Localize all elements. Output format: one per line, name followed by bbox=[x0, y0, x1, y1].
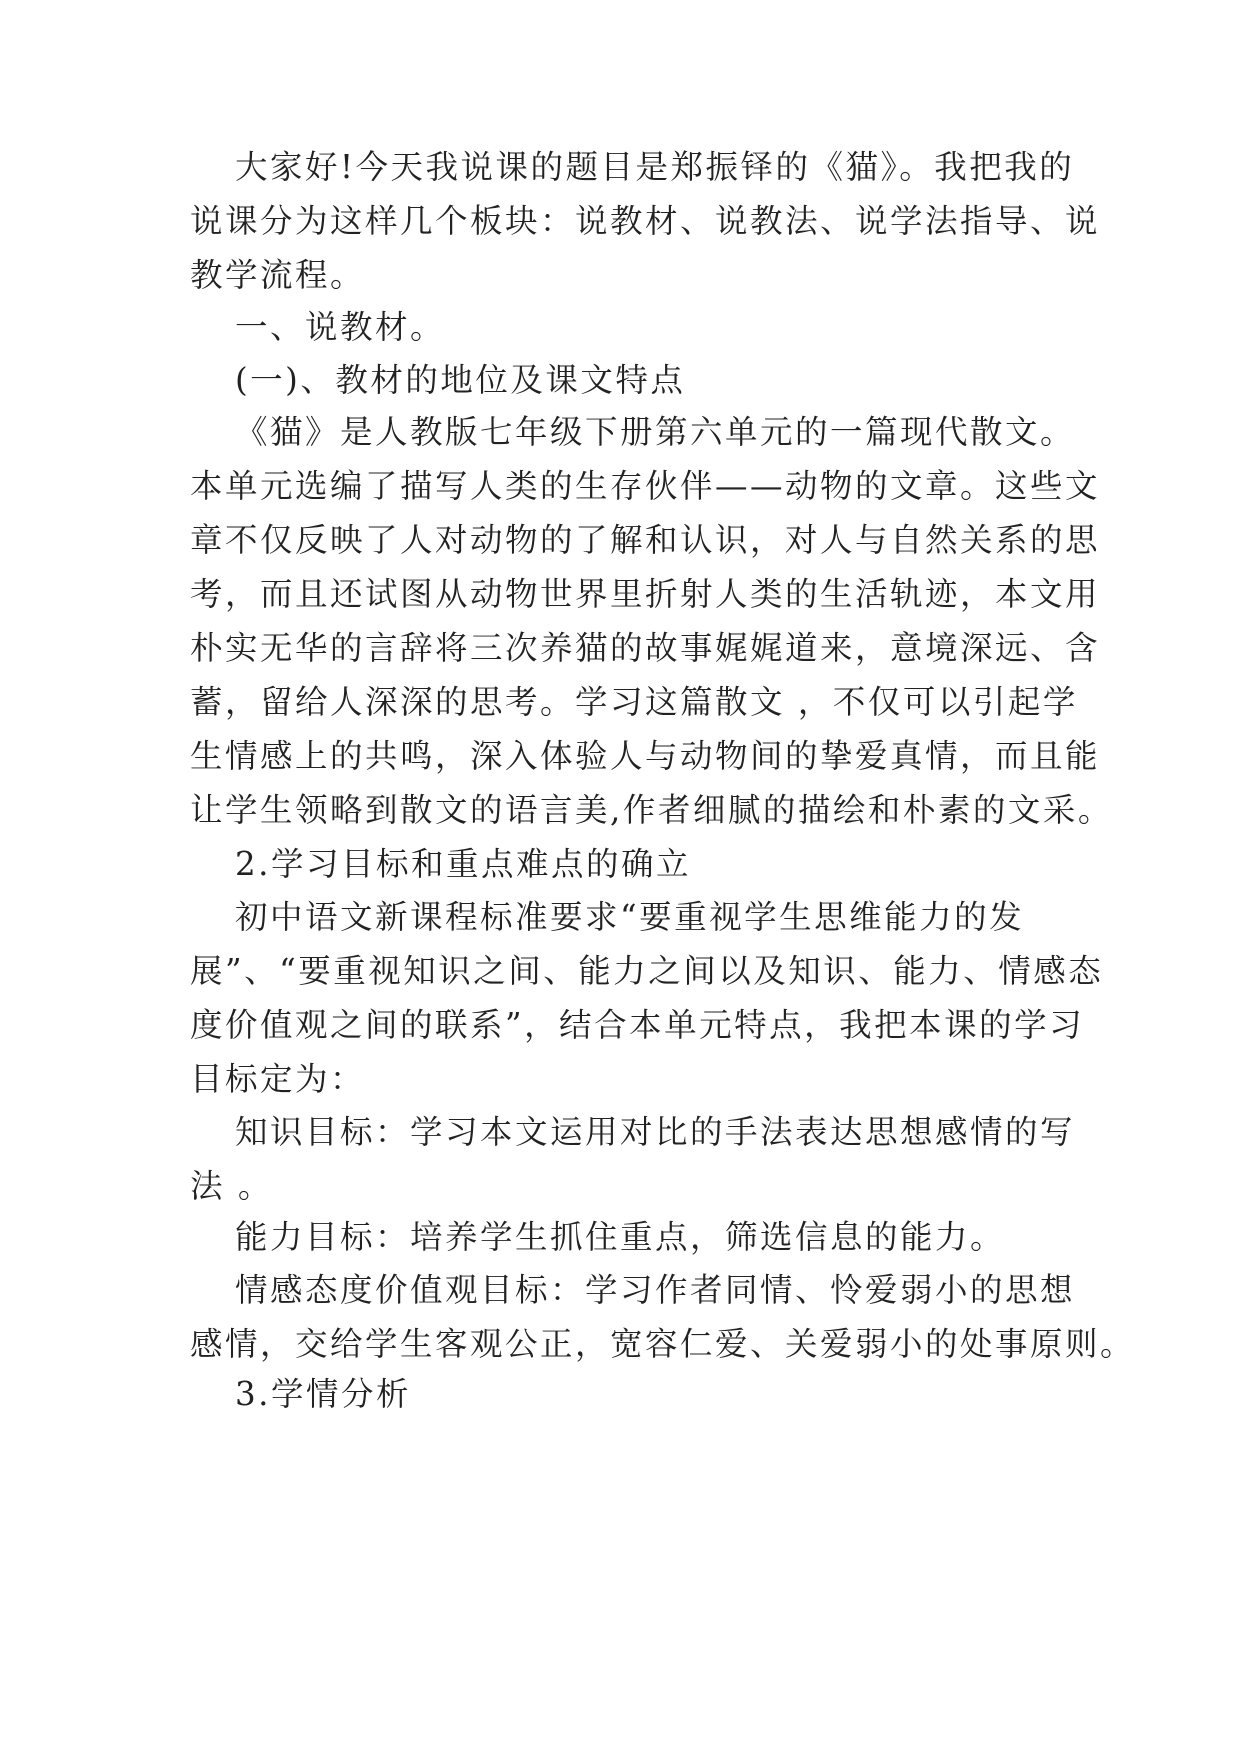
text-line: 初中语文新课程标准要求“要重视学生思维能力的发 bbox=[235, 898, 1025, 936]
heading-text: 2.学习目标和重点难点的确立 bbox=[235, 845, 692, 883]
text-line: 章不仅反映了人对动物的了解和认识，对人与自然关系的思 bbox=[190, 521, 1101, 559]
text-line: 考，而且还试图从动物世界里折射人类的生活轨迹，本文用 bbox=[190, 575, 1101, 613]
text-line: 目标定为： bbox=[190, 1060, 366, 1098]
text-line: 教学流程。 bbox=[190, 256, 366, 294]
paragraph-knowledge-goal bbox=[190, 1105, 1076, 1213]
section-heading-1 bbox=[190, 300, 1050, 354]
heading-text: 3.学情分析 bbox=[235, 1375, 412, 1413]
paragraph-intro bbox=[190, 140, 1101, 302]
text-line: 度价值观之间的联系”，结合本单元特点，我把本课的学习 bbox=[190, 1006, 1085, 1044]
text-line: 朴实无华的言辞将三次养猫的故事娓娓道来，意境深远、含 bbox=[190, 629, 1101, 667]
text-line: 法 。 bbox=[190, 1167, 273, 1205]
paragraph-values-goal bbox=[190, 1263, 1136, 1371]
text-line: 生情感上的共鸣，深入体验人与动物间的挚爱真情，而且能 bbox=[190, 737, 1101, 775]
text-line: 能力目标：培养学生抓住重点，筛选信息的能力。 bbox=[235, 1218, 1006, 1256]
text-line: 知识目标：学习本文运用对比的手法表达思想感情的写 bbox=[235, 1113, 1076, 1151]
text-line: 说课分为这样几个板块：说教材、说教法、说学法指导、说 bbox=[190, 202, 1101, 240]
heading-text: 一、说教材。 bbox=[235, 308, 446, 346]
text-line: 感情，交给学生客观公正，宽容仁爱、关爱弱小的处事原则。 bbox=[190, 1325, 1136, 1363]
text-line: 《猫》是人教版七年级下册第六单元的一篇现代散文。 bbox=[235, 413, 1076, 451]
text-line: 本单元选编了描写人类的生存伙伴——动物的文章。这些文 bbox=[190, 467, 1101, 505]
text-line: 大家好!今天我说课的题目是郑振铎的《猫》。我把我的 bbox=[235, 148, 1075, 186]
subsection-heading-3 bbox=[190, 1367, 1050, 1421]
text-line: 让学生领略到散文的语言美,作者细腻的描绘和朴素的文采。 bbox=[190, 791, 1113, 829]
paragraph-textbook bbox=[190, 405, 1113, 837]
subsection-heading-1 bbox=[190, 353, 1050, 407]
subsection-heading-2 bbox=[190, 837, 1050, 891]
heading-text: (一)、教材的地位及课文特点 bbox=[235, 361, 686, 399]
text-line: 情感态度价值观目标：学习作者同情、怜爱弱小的思想 bbox=[235, 1271, 1076, 1309]
text-line: 展”、“要重视知识之间、能力之间以及知识、能力、情感态 bbox=[190, 952, 1104, 990]
paragraph-ability-goal bbox=[190, 1210, 1050, 1264]
paragraph-standards bbox=[190, 890, 1104, 1106]
text-line: 蓄，留给人深深的思考。学习这篇散文 ，不仅可以引起学 bbox=[190, 683, 1078, 721]
